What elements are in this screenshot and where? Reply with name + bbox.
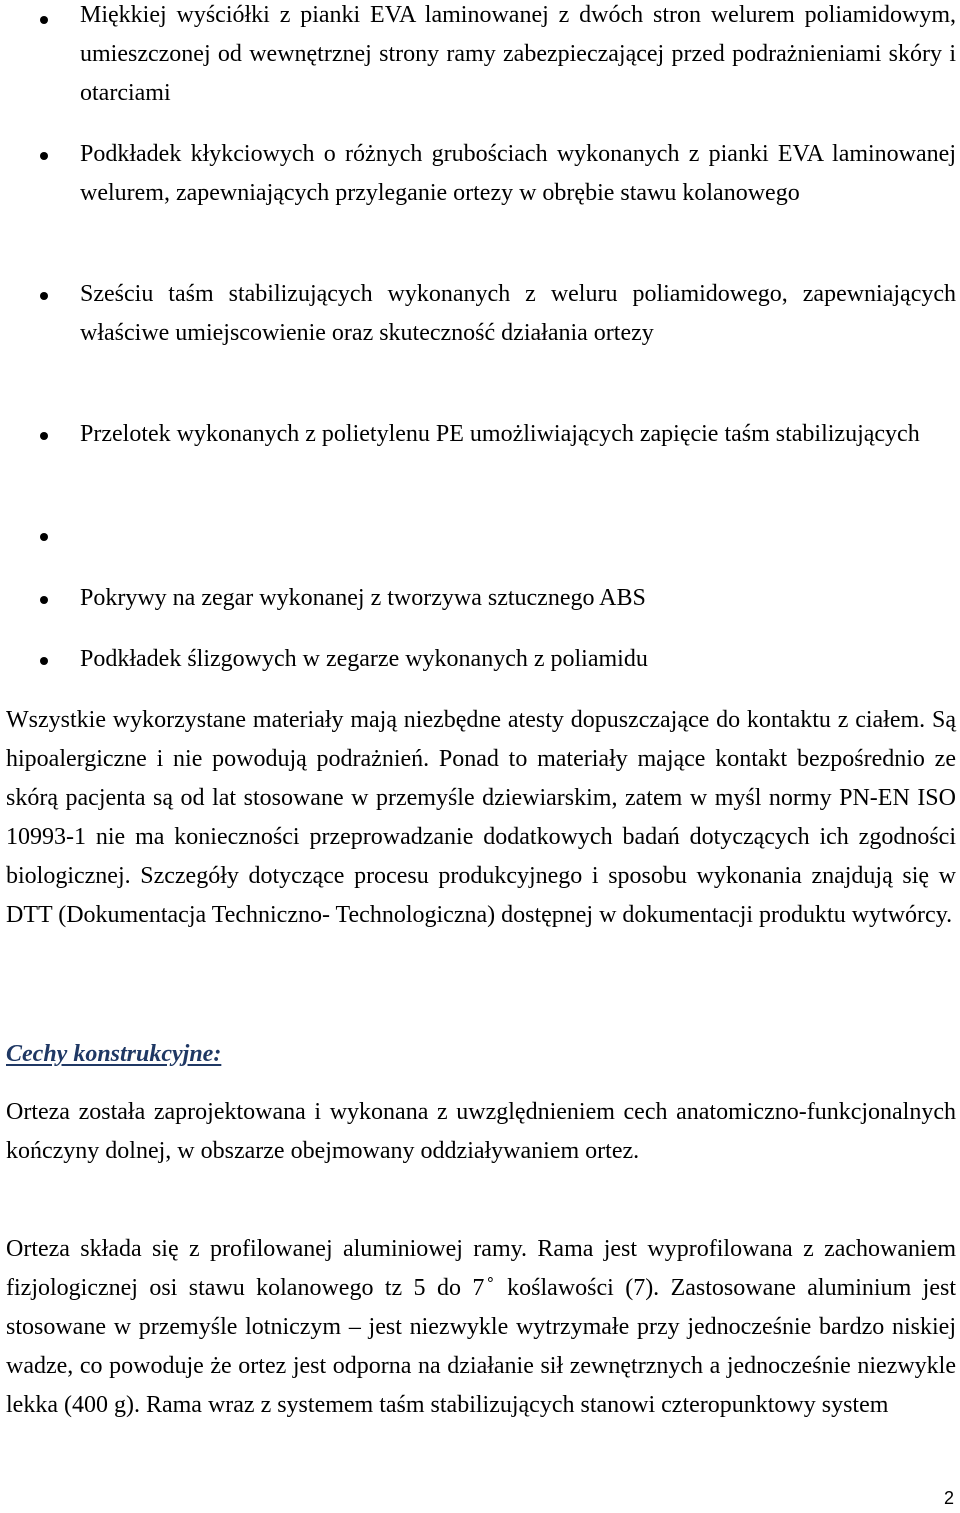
design-paragraph: Orteza została zaprojektowana i wykonana z uwzględnieniem cech anatomiczno-funkcjonalnych kończyny dolnej, w obszarze obejmowany oddziaływaniem ortez. <box>6 1099 956 1164</box>
bullet-icon <box>40 657 48 665</box>
bullet-icon <box>40 152 48 160</box>
list-item-text: Pokrywy na zegar wykonanej z tworzywa sztucznego ABS <box>80 585 646 611</box>
materials-paragraph: Wszystkie wykorzystane materiały mają niezbędne atesty dopuszczające do kontaktu z ciałem. Są hipoalergiczne i nie powodują podrażnień. Ponad to materiały mające kontakt bezpośrednio ze skórą pacjenta są od lat stosowane w przemyśle dziewiarskim, zatem w myśl normy PN-EN ISO 10993-1 nie ma konieczności przeprowadzanie dodatkowych badań dotyczących ich zgodności biologicznej. Szczegóły dotyczące procesu produkcyjnego i sposobu wykonania znajdują się w DTT (Dokumentacja Techniczno- Technologiczna) dostępnej w dokumentacji produktu wytwórcy. <box>6 707 956 928</box>
list-item-text: Miękkiej wyściółki z pianki EVA laminowanej z dwóch stron welurem poliamidowym, umieszczonej od wewnętrznej strony ramy zabezpieczającej przed podrażnieniami skóry i otarciami <box>80 2 956 106</box>
list-item-text: Podkładek kłykciowych o różnych grubościach wykonanych z pianki EVA laminowanej welurem, zapewniających przyleganie ortezy w obrębie stawu kolanowego <box>80 141 956 206</box>
list-item-text: Sześciu taśm stabilizujących wykonanych z weluru poliamidowego, zapewniających właściwe umiejscowienie oraz skuteczność działania ortezy <box>80 281 956 346</box>
bullet-icon <box>40 432 48 440</box>
bullet-icon <box>40 596 48 604</box>
list-item-text: Podkładek ślizgowych w zegarze wykonanych z poliamidu <box>80 646 648 672</box>
bullet-icon <box>40 16 48 24</box>
page-number: 2 <box>943 1488 954 1508</box>
frame-paragraph: Orteza składa się z profilowanej aluminiowej ramy. Rama jest wyprofilowana z zachowaniem fizjologicznej osi stawu kolanowego tz 5 do 7 ̊ koślawości (7). Zastosowane aluminium jest stosowane w przemyśle lotniczym – jest niezwykle wytrzymałe przy jednocześnie bardzo niskiej wadze, co powoduje że ortez jest odporna na działanie sił zewnętrznych a jednocześnie niezwykle lekka (400 g). Rama wraz z systemem taśm stabilizujących stanowi czteropunktowy system <box>6 1236 956 1418</box>
section-heading: Cechy konstrukcyjne: <box>6 1041 222 1067</box>
bullet-icon <box>40 292 48 300</box>
list-item-text: Przelotek wykonanych z polietylenu PE umożliwiających zapięcie taśm stabilizujących <box>80 421 920 447</box>
bullet-icon <box>40 533 48 541</box>
